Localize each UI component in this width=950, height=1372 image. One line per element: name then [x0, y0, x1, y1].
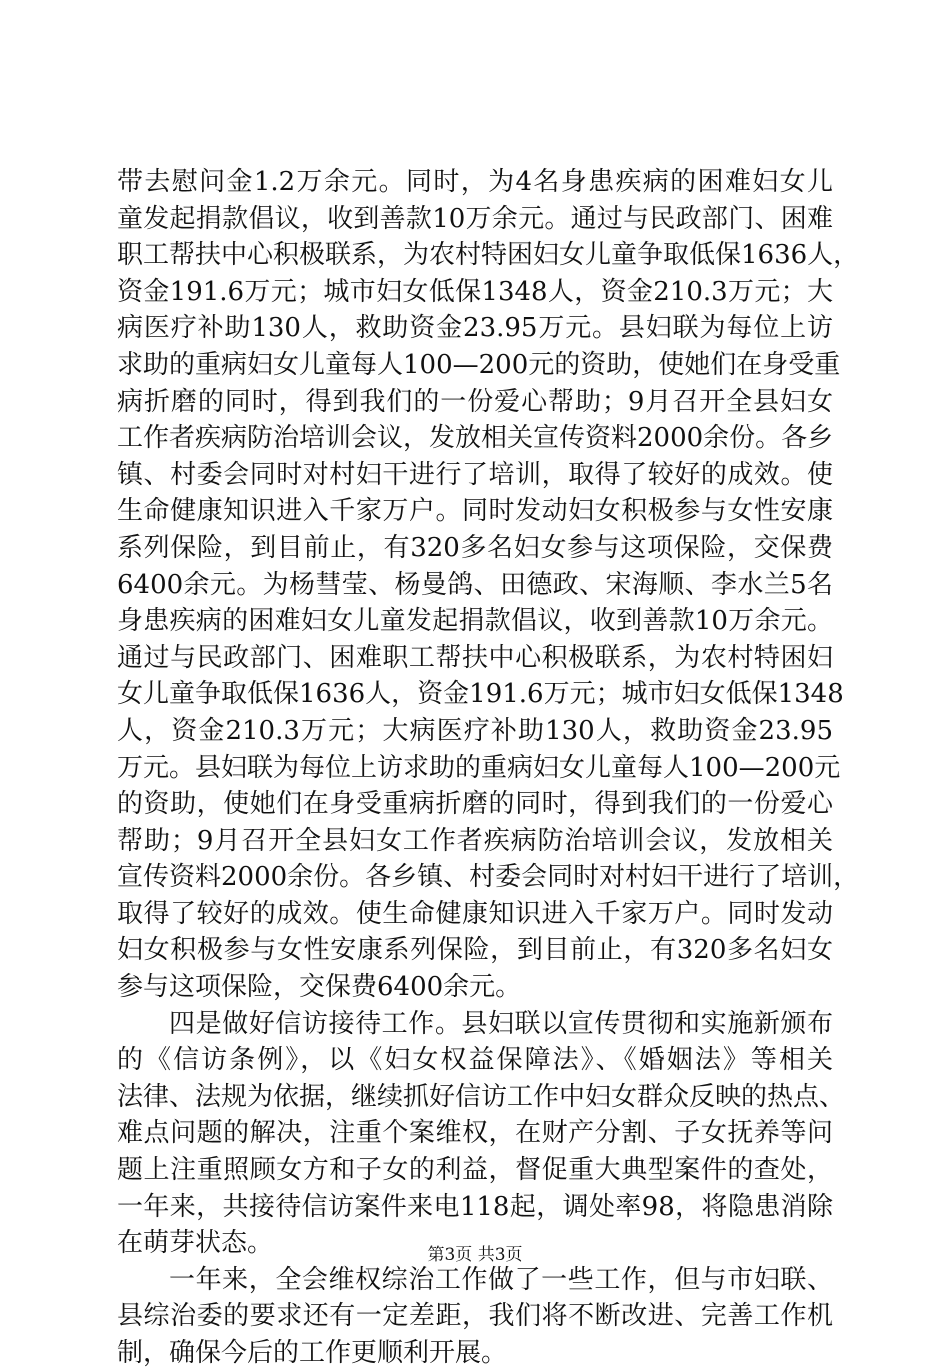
- body-line: 题上注重照顾女方和子女的利益，督促重大典型案件的查处，: [117, 1155, 833, 1186]
- document-body: [117, 164, 860, 1372]
- body-line: 镇、村委会同时对村妇干进行了培训，取得了较好的成效。使: [117, 459, 833, 490]
- body-line: 一年来，全会维权综治工作做了一些工作，但与市妇联、: [169, 1264, 833, 1295]
- body-line: 病医疗补助130人，救助资金23.95万元。县妇联为每位上访: [117, 313, 833, 344]
- body-line: 求助的重病妇女儿童每人100—200元的资助，使她们在身受重: [117, 349, 841, 380]
- body-line: 资金191.6万元；城市妇女低保1348人，资金210.3万元；大: [117, 276, 833, 307]
- body-line: 病折磨的同时，得到我们的一份爱心帮助；9月召开全县妇女: [117, 386, 833, 417]
- body-line: 通过与民政部门、困难职工帮扶中心积极联系，为农村特困妇: [117, 642, 833, 673]
- body-line: 带去慰问金1.2万余元。同时，为4名身患疾病的困难妇女儿: [117, 167, 833, 197]
- body-line: 工作者疾病防治培训会议，发放相关宣传资料2000余份。各乡: [117, 423, 834, 454]
- body-line: 妇女积极参与女性安康系列保险，到目前止，有320多名妇女: [117, 935, 833, 966]
- body-line: 四是做好信访接待工作。县妇联以宣传贯彻和实施新颁布: [169, 1008, 833, 1039]
- body-line: 的资助，使她们在身受重病折磨的同时，得到我们的一份爱心: [117, 789, 833, 820]
- body-line: 在萌芽状态。: [117, 1228, 274, 1259]
- body-line: 女儿童争取低保1636人，资金191.6万元；城市妇女低保1348: [117, 679, 844, 710]
- body-line: 法律、法规为依据，继续抓好信访工作中妇女群众反映的热点、: [117, 1081, 846, 1112]
- page-footer: 第3页 共3页: [427, 1245, 523, 1265]
- body-line: 人，资金210.3万元；大病医疗补助130人，救助资金23.95: [117, 715, 833, 746]
- body-line: 一年来，共接待信访案件来电118起，调处率98，将隐患消除: [117, 1191, 833, 1222]
- body-line: 身患疾病的困难妇女儿童发起捐款倡议，收到善款10万余元。: [117, 606, 833, 637]
- body-line: 系列保险，到目前止，有320多名妇女参与这项保险，交保费: [117, 532, 833, 563]
- body-line: 县综治委的要求还有一定差距，我们将不断改进、完善工作机: [117, 1301, 833, 1332]
- body-line: 万元。县妇联为每位上访求助的重病妇女儿童每人100—200元: [117, 752, 841, 783]
- body-line: 参与这项保险，交保费6400余元。: [117, 972, 522, 1003]
- body-line: 职工帮扶中心积极联系，为农村特困妇女儿童争取低保1636人，: [117, 240, 860, 271]
- body-line: 6400余元。为杨彗莹、杨曼鸽、田德政、宋海顺、李水兰5名: [117, 569, 833, 600]
- body-line: 取得了较好的成效。使生命健康知识进入千家万户。同时发动: [117, 898, 833, 929]
- body-line: 制，确保今后的工作更顺利开展。: [117, 1338, 508, 1368]
- body-line: 童发起捐款倡议，收到善款10万余元。通过与民政部门、困难: [117, 203, 833, 234]
- body-line: 帮助；9月召开全县妇女工作者疾病防治培训会议，发放相关: [117, 825, 833, 856]
- body-line: 宣传资料2000余份。各乡镇、村委会同时对村妇干进行了培训，: [117, 862, 860, 893]
- body-line: 的《信访条例》，以《妇女权益保障法》、《婚姻法》等相关: [117, 1045, 833, 1076]
- body-line: 生命健康知识进入千家万户。同时发动妇女积极参与女性安康: [117, 496, 833, 527]
- body-line: 难点问题的解决，注重个案维权，在财产分割、子女抚养等问: [117, 1118, 833, 1149]
